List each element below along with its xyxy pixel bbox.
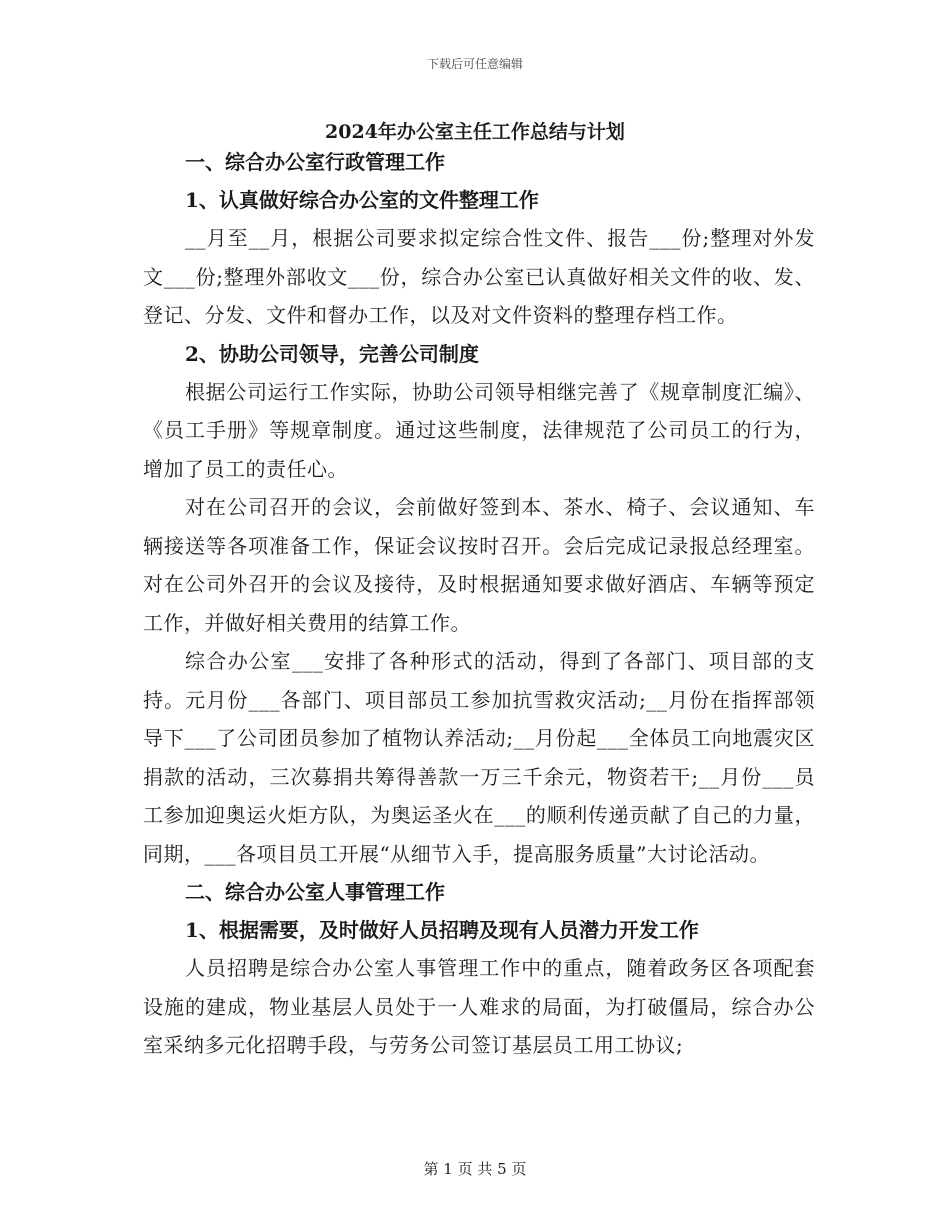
page-footer: 第 1 页 共 5 页	[423, 1160, 527, 1178]
paragraph: 人员招聘是综合办公室人事管理工作中的重点，随着政务区各项配套设施的建成，物业基层人员处于一人难求的局面，为打破僵局，综合办公室采纳多元化招聘手段，与劳务公司签订基层员工用工协议;	[143, 956, 815, 1057]
paragraph: 综合办公室___安排了各种形式的活动，得到了各部门、项目部的支持。元月份___各部门、项目部员工参加抗雪救灾活动;__月份在指挥部领导下___了公司团员参加了植物认养活动;__月份起___全体员工向地震灾区捐款的活动，三次募捐共筹得善款一万三千余元，物资若干;__月份___员工参加迎奥运火炬方队，为奥运圣火在___的顺利传递贡献了自己的力量，同期，___各项目员工开展“从细节入手，提高服务质量”大讨论活动。	[143, 649, 815, 866]
document-title: 2024年办公室主任工作总结与计划	[325, 121, 625, 143]
subsection-heading: 2、协助公司领导，完善公司制度	[185, 341, 479, 366]
subsection-heading: 1、认真做好综合办公室的文件整理工作	[185, 188, 539, 212]
section-heading: 二、综合办公室人事管理工作	[185, 880, 445, 904]
paragraph: 根据公司运行工作实际，协助公司领导相继完善了《规章制度汇编》、《员工手册》等规章制度。通过这些制度，法律规范了公司员工的行为，增加了员工的责任心。	[143, 379, 815, 481]
subsection-heading: 1、根据需要，及时做好人员招聘及现有人员潜力开发工作	[185, 918, 699, 942]
section-heading: 一、综合办公室行政管理工作	[185, 150, 445, 174]
paragraph: __月至__月，根据公司要求拟定综合性文件、报告___份;整理对外发文___份;整理外部收文___份，综合办公室已认真做好相关文件的收、发、登记、分发、文件和督办工作，以及对文件资料的整理存档工作。	[143, 226, 815, 327]
paragraph: 对在公司召开的会议，会前做好签到本、茶水、椅子、会议通知、车辆接送等各项准备工作，保证会议按时召开。会后完成记录报总经理室。对在公司外召开的会议及接待，及时根据通知要求做好酒店、车辆等预定工作，并做好相关费用的结算工作。	[143, 495, 815, 635]
document-body	[143, 143, 815, 1065]
header-note: 下载后可任意编辑	[426, 57, 523, 71]
